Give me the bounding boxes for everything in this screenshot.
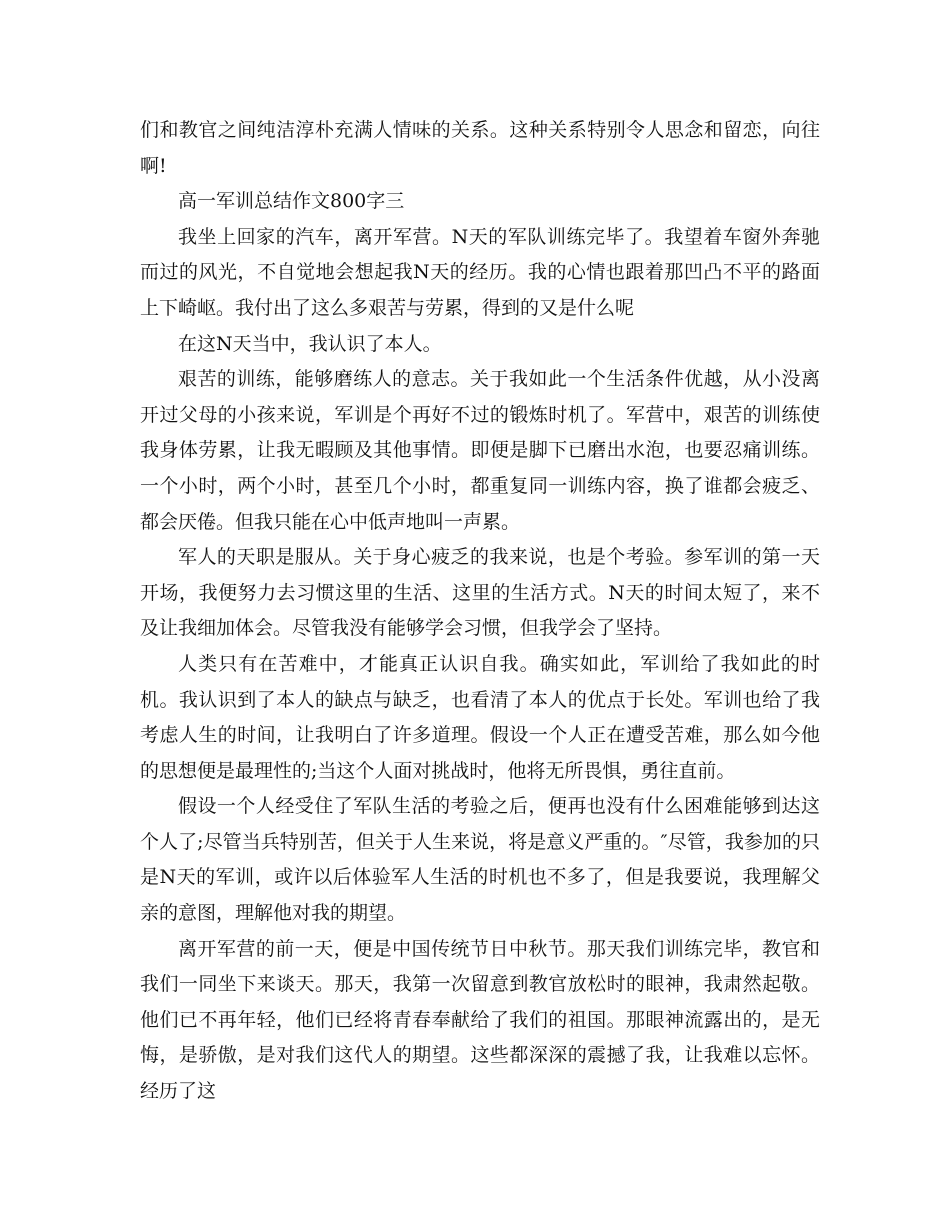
paragraph: 人类只有在苦难中，才能真正认识自我。确实如此，军训给了我如此的时机。我认识到了本人的缺点与缺乏，也看清了本人的优点于长处。军训也给了我考虑人生的时间，让我明白了许多道理。假设一个人正在遭受苦难，那么如今他的思想便是最理性的;当这个人面对挑战时，他将无所畏惧，勇往直前。: [140, 652, 820, 782]
paragraph: 离开军营的前一天，便是中国传统节日中秋节。那天我们训练完毕，教官和我们一同坐下来谈天。那天，我第一次留意到教官放松时的眼神，我肃然起敬。他们已不再年轻，他们已经将青春奉献给了我们的祖国。那眼神流露出的，是无悔，是骄傲，是对我们这代人的期望。这些都深深的震撼了我，让我难以忘怀。经历了这: [140, 937, 820, 1103]
paragraph: 在这N天当中，我认识了本人。: [178, 332, 442, 355]
paragraph: 艰苦的训练，能够磨练人的意志。关于我如此一个生活条件优越，从小没离开过父母的小孩来说，军训是个再好不过的锻炼时机了。军营中，艰苦的训练使我身体劳累，让我无暇顾及其他事情。即便是脚下已磨出水泡，也要忍痛训练。一个小时，两个小时，甚至几个小时，都重复同一训练内容，换了谁都会疲乏、都会厌倦。但我只能在心中低声地叫一声累。: [140, 368, 820, 533]
section-heading: 高一军训总结作文800字三: [178, 190, 405, 213]
paragraph: 我坐上回家的汽车，离开军营。N天的军队训练完毕了。我望着车窗外奔驰而过的风光，不自觉地会想起我N天的经历。我的心情也跟着那凹凸不平的路面上下崎岖。我付出了这么多艰苦与劳累，得到的又是什么呢: [140, 225, 820, 319]
paragraph: 假设一个人经受住了军队生活的考验之后，便再也没有什么困难能够到达这个人了;尽管当兵特别苦，但关于人生来说，将是意义严重的。″尽管，我参加的只是N天的军训，或许以后体验军人生活的时机也不多了，但是我要说，我理解父亲的意图，理解他对我的期望。: [140, 795, 820, 925]
paragraph: 军人的天职是服从。关于身心疲乏的我来说，也是个考验。参军训的第一天开场，我便努力去习惯这里的生活、这里的生活方式。N天的时间太短了，来不及让我细加体会。尽管我没有能够学会习惯，但我学会了坚持。: [140, 546, 820, 640]
paragraph-continuation: 们和教官之间纯洁淳朴充满人情味的关系。这种关系特别令人思念和留恋，向往啊!: [140, 119, 820, 177]
document-body: [140, 113, 820, 1110]
